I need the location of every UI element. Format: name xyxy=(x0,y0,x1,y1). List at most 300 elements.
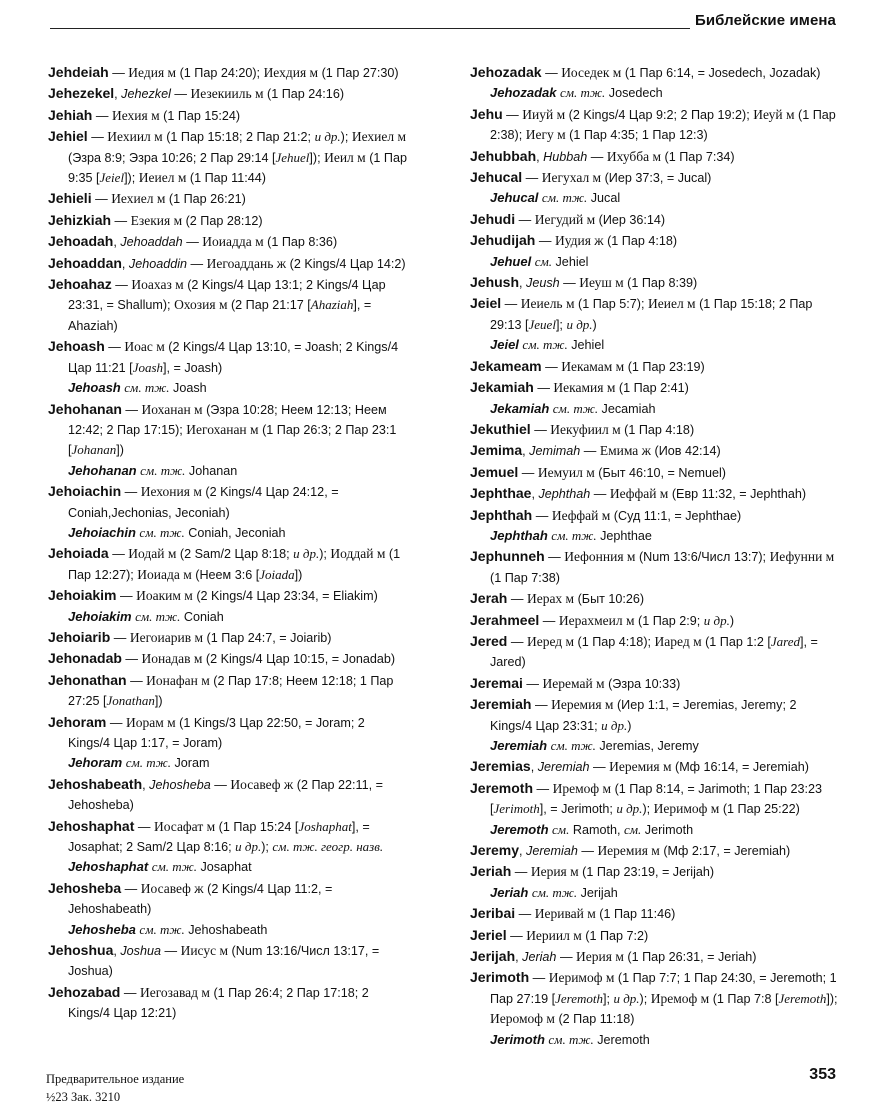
entry-text: — xyxy=(511,865,531,880)
cross-reference-entry xyxy=(470,883,840,903)
russian-name: Иеривай м xyxy=(534,906,596,922)
dictionary-entry xyxy=(470,462,840,483)
entry-text: — xyxy=(507,592,527,607)
dictionary-entry xyxy=(48,543,408,585)
entry-text: (1 Пар 23:19) xyxy=(624,359,705,374)
entry-text: — xyxy=(110,630,130,645)
russian-name: Иоддай м xyxy=(330,546,386,562)
cross-reference-entry xyxy=(470,252,840,272)
russian-name: Ионафан м xyxy=(146,672,210,688)
russian-name: Иекуфиил м xyxy=(550,421,621,437)
italic-note: Johanan xyxy=(71,442,117,458)
dictionary-entry xyxy=(470,946,840,967)
entry-text: (Мф 2:17, = Jeremiah) xyxy=(659,844,791,859)
russian-name: Иудия ж xyxy=(554,233,604,249)
russian-name: Иедия м xyxy=(128,65,177,80)
entry-text: — xyxy=(556,950,577,965)
russian-name: Иемуил м xyxy=(537,464,595,480)
headword: Jehoash xyxy=(48,338,105,355)
headword: Jeriah xyxy=(470,863,512,880)
entry-text: ) xyxy=(592,317,597,332)
dictionary-entry xyxy=(48,62,408,83)
entry-text: Jeremias, Jeremy xyxy=(595,739,699,753)
headword: Jehoshaphat xyxy=(48,817,135,834)
entry-text: (Иов 42:14) xyxy=(651,444,721,459)
entry-text: (2 Kings/4 Цар 13:1; 2 Kings/4 Цар 23:31, = Shallum); xyxy=(68,278,386,313)
variant-spelling: Jehoaddin xyxy=(128,256,188,271)
italic-note: и др. xyxy=(616,801,643,817)
dictionary-entry xyxy=(470,230,840,251)
headword: Jerah xyxy=(470,590,508,607)
entry-text: , xyxy=(113,944,121,959)
dictionary-entry xyxy=(48,670,408,712)
entry-text: — xyxy=(559,276,580,291)
entry-text: — xyxy=(530,422,551,437)
entry-text: (Евр 11:32, = Jephthah) xyxy=(668,487,807,502)
entry-text: Coniah xyxy=(180,609,224,624)
cross-ref-headword: Jehoshaphat xyxy=(68,859,149,875)
entry-text: — xyxy=(539,613,559,628)
cross-reference-entry xyxy=(470,188,840,208)
russian-name: Иеуш м xyxy=(579,275,624,291)
entry-text: (1 Пар 24:16) xyxy=(263,87,345,102)
entry-text: — xyxy=(506,928,527,943)
headword: Jehoahaz xyxy=(48,276,112,293)
entry-text: , xyxy=(113,235,121,250)
entry-text: ) xyxy=(729,613,735,628)
dictionary-entry xyxy=(470,104,840,146)
russian-name: Иаред м xyxy=(654,633,702,649)
italic-note: Joshaphat xyxy=(298,818,352,834)
entry-text: ); xyxy=(319,547,331,562)
entry-text: ]) xyxy=(294,567,303,582)
headword: Jehoiada xyxy=(48,545,109,562)
russian-name: Иекамам м xyxy=(561,358,625,374)
cross-reference-entry xyxy=(470,736,840,756)
russian-name: Иехиел м xyxy=(111,191,166,207)
entry-text: — xyxy=(589,760,610,775)
variant-spelling: Jemimah xyxy=(529,444,581,459)
dictionary-entry xyxy=(470,840,840,861)
headword: Jerimoth xyxy=(470,969,530,986)
dictionary-entry xyxy=(470,756,840,777)
dictionary-entry xyxy=(470,925,840,946)
headword: Jehonathan xyxy=(48,671,127,688)
cross-ref-headword: Jeremoth xyxy=(490,821,549,837)
cross-reference-entry xyxy=(48,857,408,877)
headword: Jehieli xyxy=(48,190,92,207)
russian-name: Иодай м xyxy=(128,546,177,562)
dictionary-entry xyxy=(48,336,408,378)
entry-text: (1 Пар 8:36) xyxy=(263,235,338,250)
entry-text: ); xyxy=(642,802,654,817)
entry-text: (1 Пар 7:38) xyxy=(490,570,560,585)
cross-ref-headword: Jehosheba xyxy=(68,921,136,937)
entry-text: (1 Пар 7:8 [ xyxy=(709,991,779,1006)
italic-note: см. тж. xyxy=(139,524,185,540)
dictionary-entry xyxy=(470,209,840,230)
entry-text: — xyxy=(108,547,129,562)
italic-note: см. тж. геогр. назв. xyxy=(272,839,384,855)
variant-spelling: Jeriah xyxy=(522,950,557,965)
russian-name: Иеримоф м xyxy=(548,970,615,986)
entry-text: Jehoshabeath xyxy=(184,922,268,937)
russian-name: Иегоиарив м xyxy=(129,629,204,645)
entry-text: (2 Kings/4 Цар 24:12, = Coniah,Jechonias, Jeconiah) xyxy=(68,485,339,520)
dictionary-entry xyxy=(470,861,840,882)
headword: Jerahmeel xyxy=(470,611,540,628)
entry-text: (1 Пар 26:21) xyxy=(165,192,246,207)
dictionary-entry xyxy=(470,62,840,83)
headword: Jehubbah xyxy=(470,147,537,164)
russian-name: Емима ж xyxy=(599,443,652,459)
entry-text: (1 Пар 15:18; 2 Пар 29:13 [ xyxy=(490,297,813,332)
russian-name: Иоиада м xyxy=(137,566,192,582)
headword: Jehu xyxy=(470,105,503,122)
entry-text: (1 Пар 25:22) xyxy=(719,802,800,817)
headword: Jeiel xyxy=(470,295,502,312)
dictionary-entry xyxy=(48,83,408,104)
entry-text: (Иер 1:1, = Jeremias, Jeremy; 2 Kings/4 Цар 23:31; xyxy=(490,698,797,733)
entry-text: (1 Пар 4:18) xyxy=(603,234,678,249)
cross-ref-headword: Jehuel xyxy=(490,253,532,269)
entry-text: ]) xyxy=(154,694,163,709)
dictionary-entry xyxy=(470,694,840,736)
cross-ref-headword: Jeremiah xyxy=(490,738,548,753)
russian-name: Иефунни м xyxy=(769,549,835,565)
russian-name: Иремоф м xyxy=(650,990,710,1006)
entry-text: ], = Ahaziah) xyxy=(68,298,372,333)
dictionary-entry xyxy=(48,878,408,920)
variant-spelling: Jeremiah xyxy=(537,760,590,775)
entry-text: Jehiel xyxy=(567,338,605,353)
entry-text: (Иер 36:14) xyxy=(595,212,666,227)
dictionary-entry xyxy=(470,146,840,167)
italic-note: Jeremoth xyxy=(555,990,603,1006)
headword: Jehoiakim xyxy=(48,587,117,604)
cross-ref-headword: Jehoram xyxy=(68,755,123,771)
entry-text: Joram xyxy=(171,756,210,771)
entry-text: (1 Пар 26:31, = Jeriah) xyxy=(623,950,757,965)
entry-text: , xyxy=(531,487,539,502)
entry-text: (2 Kings/4 Цар 14:2) xyxy=(286,256,406,271)
entry-text: — xyxy=(106,715,126,730)
entry-text: (Суд 11:1, = Jephthae) xyxy=(610,508,742,523)
russian-name: Иоседек м xyxy=(561,65,622,80)
entry-text: ]); xyxy=(124,171,139,186)
entry-text: Johanan xyxy=(185,463,238,478)
entry-text: , xyxy=(530,760,538,775)
entry-text: — xyxy=(121,402,142,417)
entry-text: ], = Josaphat; 2 Sam/2 Цар 8:16; xyxy=(68,819,370,855)
russian-name: Иеремия м xyxy=(609,759,672,775)
entry-text: (Эзра 10:33) xyxy=(604,676,681,691)
headword: Jekamiah xyxy=(470,379,534,396)
russian-name: Иеиель м xyxy=(520,296,575,312)
entry-text: Jecamiah xyxy=(598,401,656,416)
italic-note: см. тж. xyxy=(124,380,170,396)
entry-text: Jerimoth xyxy=(641,822,694,837)
entry-text: (2 Пар 22:11, = Jehosheba) xyxy=(68,777,383,813)
cross-ref-headword: Jehucal xyxy=(490,190,539,206)
cross-ref-headword: Jephthah xyxy=(490,527,548,543)
entry-text: Ramoth, xyxy=(569,822,624,837)
russian-name: Иорам м xyxy=(125,714,176,730)
dictionary-entry xyxy=(470,967,840,1029)
entry-text: (2 Пар 21:17 [ xyxy=(227,298,311,313)
entry-text: ]); xyxy=(826,991,838,1006)
italic-note: Jonathan xyxy=(106,693,155,709)
entry-text: (Num 13:6/Числ 13:7); xyxy=(635,550,770,565)
russian-name: Иегоаддань ж xyxy=(206,255,287,271)
entry-text: — xyxy=(587,149,607,164)
headword: Jehozabad xyxy=(48,983,121,1000)
italic-note: Ahaziah xyxy=(310,297,354,313)
italic-note: см. тж. xyxy=(541,190,588,206)
entry-text: Josedech xyxy=(605,86,663,101)
dictionary-entry xyxy=(470,483,840,504)
variant-spelling: Jeremiah xyxy=(526,844,578,859)
entry-text: (Эзра 8:9; Эзра 10:26; 2 Пар 29:14 [ xyxy=(68,150,276,165)
headword: Jephthah xyxy=(470,506,533,523)
cross-ref-headword: Jehoash xyxy=(68,380,121,396)
italic-note: Jeiel xyxy=(99,170,125,186)
russian-name: Иерия м xyxy=(530,864,579,880)
headword: Jehoaddan xyxy=(48,254,122,271)
headword: Jehoadah xyxy=(48,233,114,250)
headword: Jehoshabeath xyxy=(48,775,143,792)
entry-text: — xyxy=(182,235,203,250)
russian-name: Иефонния м xyxy=(564,549,636,565)
italic-note: и др. xyxy=(314,129,341,145)
russian-name: Иоаким м xyxy=(136,588,193,604)
entry-text: (Num 13:16/Числ 13:17, = Joshua) xyxy=(68,944,380,979)
dictionary-entry xyxy=(48,188,408,209)
russian-name: Иегухал м xyxy=(541,170,602,186)
entry-text: Jephthae xyxy=(596,528,652,543)
headword: Jehoshua xyxy=(48,942,114,959)
headword: Jehizkiah xyxy=(48,211,112,228)
headword: Jered xyxy=(470,632,508,649)
italic-note: см. тж. xyxy=(550,738,596,753)
page-number: 353 xyxy=(809,1066,836,1083)
russian-name: Иегоханан м xyxy=(186,421,259,437)
entry-text: — xyxy=(111,278,132,293)
entry-text: — xyxy=(116,589,137,604)
italic-note: см. xyxy=(552,821,570,837)
dictionary-entry xyxy=(48,274,408,336)
entry-text: (1 Пар 26:3; 2 Пар 23:1 [ xyxy=(68,422,397,458)
dictionary-entry xyxy=(470,440,840,461)
cross-ref-headword: Jehoiachin xyxy=(68,524,136,540)
variant-spelling: Jephthah xyxy=(538,487,591,502)
entry-text: Jeremoth xyxy=(593,1032,650,1047)
header-rule xyxy=(50,28,690,29)
italic-note: Jared xyxy=(770,633,800,649)
russian-name: Иехония м xyxy=(140,484,202,500)
italic-note: и др. xyxy=(601,717,628,733)
entry-text: (Неем 3:6 [ xyxy=(191,567,260,582)
dictionary-entry xyxy=(470,419,840,440)
entry-text: (2 Kings/4 Цар 13:10, = Joash; 2 Kings/4 Цар 11:21 [ xyxy=(68,340,399,375)
italic-note: см. тж. xyxy=(551,527,597,543)
entry-text: (1 Пар 11:46) xyxy=(595,907,676,922)
dictionary-entry xyxy=(48,648,408,669)
cross-reference-entry xyxy=(470,1030,840,1050)
russian-name: Иеред м xyxy=(526,633,575,649)
russian-name: Ииуй м xyxy=(522,106,566,122)
entry-text: (2 Пар 28:12) xyxy=(182,213,263,228)
entry-text: (1 Пар 2:41) xyxy=(615,381,689,396)
headword: Jehiah xyxy=(48,106,93,123)
entry-text: , xyxy=(519,276,527,291)
entry-text: — xyxy=(541,66,562,80)
left-column xyxy=(48,62,408,1024)
entry-text: Jerijah xyxy=(577,885,618,900)
entry-text: — xyxy=(170,87,191,102)
entry-text: (1 Пар 2:38); xyxy=(490,107,836,143)
russian-name: Иегозавад м xyxy=(139,984,210,1000)
headword: Jeriel xyxy=(470,926,507,943)
headword: Jehoiachin xyxy=(48,483,122,500)
cross-ref-headword: Jeriah xyxy=(490,884,529,900)
variant-spelling: Jehosheba xyxy=(149,777,211,792)
italic-note: Joiada xyxy=(259,566,295,582)
italic-note: см. тж. xyxy=(522,337,568,353)
italic-note: см. тж. xyxy=(135,608,181,624)
entry-text: Josaphat xyxy=(196,860,252,875)
russian-name: Иерах м xyxy=(526,591,575,607)
entry-text: — xyxy=(533,781,553,796)
entry-text: — xyxy=(541,359,562,374)
russian-name: Иисус м xyxy=(180,943,229,959)
dictionary-entry xyxy=(470,778,840,820)
entry-text: — xyxy=(121,881,141,896)
entry-text: — xyxy=(134,819,154,834)
russian-name: Иоханан м xyxy=(141,401,203,417)
dictionary-entry xyxy=(470,293,840,335)
italic-note: Jerimoth xyxy=(493,801,540,817)
italic-note: и др. xyxy=(613,990,640,1006)
entry-text: (1 Пар 4:35; 1 Пар 12:3) xyxy=(565,128,708,143)
entry-text: (1 Пар 24:7, = Joiarib) xyxy=(203,630,332,645)
headword: Jeremoth xyxy=(470,779,534,796)
running-header: Библейские имена xyxy=(694,12,836,29)
entry-text: — xyxy=(518,465,538,480)
headword: Jehonadab xyxy=(48,650,122,667)
cross-ref-headword: Jerimoth xyxy=(490,1031,545,1047)
entry-text: ]; xyxy=(555,317,567,332)
italic-note: см. тж. xyxy=(552,400,599,416)
cross-reference-entry xyxy=(48,523,408,543)
entry-text: (1 Пар 15:24 [ xyxy=(215,819,299,834)
dictionary-entry xyxy=(470,356,840,377)
italic-note: см. тж. xyxy=(140,462,186,478)
headword: Jehiel xyxy=(48,128,88,145)
cross-ref-headword: Jehoiakim xyxy=(68,608,132,624)
entry-text: (1 Kings/3 Цар 22:50, = Joram; 2 Kings/4 Цар 1:17, = Joram) xyxy=(68,715,365,750)
headword: Jephunneh xyxy=(470,548,545,565)
russian-name: Иеримоф м xyxy=(653,801,720,817)
entry-text: — xyxy=(515,212,535,227)
entry-text: — xyxy=(522,171,542,186)
cross-reference-entry xyxy=(48,753,408,773)
headword: Jerijah xyxy=(470,948,516,965)
russian-name: Иехиел м xyxy=(351,129,407,145)
entry-text: ); xyxy=(340,130,352,145)
cross-reference-entry xyxy=(48,378,408,398)
italic-note: Jeremoth xyxy=(778,990,827,1006)
entry-text: — xyxy=(108,66,129,80)
entry-text: (Быт 46:10, = Nemuel) xyxy=(594,465,726,480)
italic-note: Jehuel xyxy=(275,149,310,165)
entry-text: — xyxy=(533,381,554,396)
italic-note: и др. xyxy=(235,839,262,855)
dictionary-entry xyxy=(48,774,408,816)
italic-note: и др. xyxy=(566,316,593,332)
russian-name: Иоас м xyxy=(124,339,165,355)
entry-text: — xyxy=(577,844,598,859)
dictionary-entry xyxy=(48,231,408,252)
russian-name: Иеромоф м xyxy=(490,1011,555,1027)
entry-text: — xyxy=(532,508,552,523)
headword: Jehezekel xyxy=(48,85,115,102)
italic-note: см. тж. xyxy=(125,755,171,771)
dictionary-entry xyxy=(48,105,408,126)
entry-text: , xyxy=(519,844,527,859)
entry-text: (1 Пар 2:9; xyxy=(634,613,704,628)
cross-reference-entry xyxy=(48,920,408,940)
entry-text: (1 Пар 26:4; 2 Пар 17:18; 2 Kings/4 Цар 12:21) xyxy=(68,985,369,1021)
entry-text: — xyxy=(544,550,565,565)
italic-note: см. xyxy=(623,821,642,837)
italic-note: Joash xyxy=(132,359,164,375)
dictionary-entry xyxy=(48,126,408,188)
cross-reference-entry xyxy=(470,335,840,355)
headword: Jehoram xyxy=(48,713,107,730)
russian-name: Езекия м xyxy=(130,212,183,228)
headword: Jehohanan xyxy=(48,400,122,417)
dictionary-entry xyxy=(48,712,408,754)
entry-text: — xyxy=(91,192,112,207)
dictionary-entry xyxy=(48,816,408,858)
dictionary-entry xyxy=(470,631,840,673)
cross-reference-entry xyxy=(48,461,408,481)
entry-text: (1 Пар 12:27); xyxy=(68,547,401,582)
footer-edition-note: Предварительное издание xyxy=(46,1072,185,1086)
italic-note: и др. xyxy=(293,546,320,562)
russian-name: Иегу м xyxy=(525,127,566,143)
entry-text: — xyxy=(104,340,125,355)
entry-text: ); xyxy=(261,840,273,855)
italic-note: Jeuel xyxy=(528,316,556,332)
russian-name: Иехдия м xyxy=(263,65,319,80)
entry-text: (Быт 10:26) xyxy=(574,592,645,607)
entry-text: (1 Пар 9:35 [ xyxy=(68,150,407,186)
entry-text: (1 Пар 7:34) xyxy=(661,149,735,164)
russian-name: Иехиил м xyxy=(107,129,163,145)
entry-text: ], = Jared) xyxy=(490,634,818,670)
entry-text: (2 Пар 17:8; Неем 12:18; 1 Пар 27:25 [ xyxy=(68,673,394,709)
entry-text: (1 Пар 8:14, = Jarimoth; 1 Пар 23:23 [ xyxy=(490,781,823,817)
cross-reference-entry xyxy=(470,820,840,840)
entry-text: — xyxy=(120,985,140,1000)
entry-text: (1 Пар 24:20); xyxy=(176,66,264,80)
russian-name: Иериил м xyxy=(526,927,582,943)
footer-order-number: ½23 Зак. 3210 xyxy=(46,1090,121,1104)
dictionary-entry xyxy=(48,253,408,274)
russian-name: Иеиел м xyxy=(647,296,696,312)
